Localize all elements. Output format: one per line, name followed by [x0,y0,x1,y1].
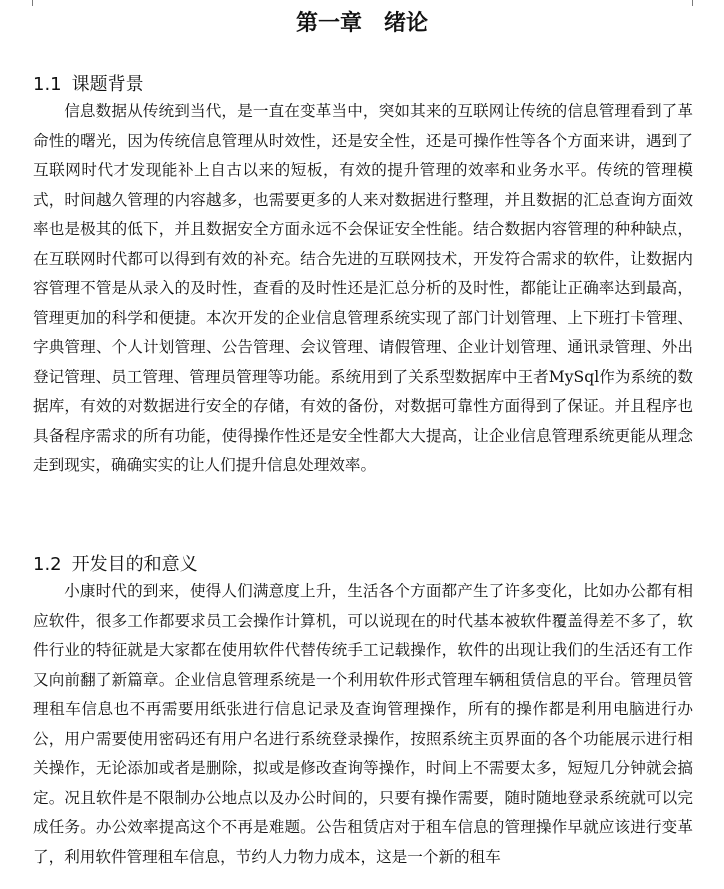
chapter-title: 第一章 绪论 [295,11,428,36]
section-number: 1.1 [33,74,62,95]
section-title: 课题背景 [71,74,144,95]
purpose-paragraph: 小康时代的到来，使得人们满意度上升，生活各个方面都产生了许多变化，比如办公都有相应软件，很多工作都要求员工会操作计算机，可以说现在的时代基本被软件覆盖得差不多了，软件行业的特征就是大家都在使用软件代替传统手工记载操作，软件的出现让我们的生活还有工作又向前翻了新篇章。企业信息管理系统是一个利用软件形式管理车辆租赁信息的平台。管理员管理租车信息也不再需要用纸张进行信息记录及查询管理操作，所有的操作都是利用电脑进行办公，用户需要使用密码还有用户名进行系统登录操作，按照系统主页界面的各个功能展示进行相关操作，无论添加或者是删除，拟或是修改查询等操作，时间上不需要太多，短短几分钟就会搞定。况且软件是不限制办公地点以及办公时间的，只要有操作需要，随时随地登录系统就可以完成任务。办公效率提高这个不再是难题。公告租赁店对于租车信息的管理操作早就应该进行变革了，利用软件管理租车信息，节约人力物力成本，这是一个新的租车 [33,582,693,866]
section-number: 1.2 [33,554,62,575]
background-paragraph: 信息数据从传统到当代，是一直在变革当中，突如其来的互联网让传统的信息管理看到了革命性的曙光，因为传统信息管理从时效性，还是安全性，还是可操作性等各个方面来讲，遇到了互联网时代才发现能补上自古以来的短板，有效的提升管理的效率和业务水平。传统的管理模式，时间越久管理的内容越多，也需要更多的人来对数据进行整理，并且数据的汇总查询方面效率也是极其的低下，并且数据安全方面永远不会保证安全性能。结合数据内容管理的种种缺点，在互联网时代都可以得到有效的补充。结合先进的互联网技术，开发符合需求的软件，让数据内容管理不管是从录入的及时性，查看的及时性还是汇总分析的及时性，都能让正确率达到最高，管理更加的科学和便捷。本次开发的企业信息管理系统实现了部门计划管理、上下班打卡管理、字典管理、个人计划管理、公告管理、会议管理、请假管理、企业计划管理、通讯录管理、外出登记管理、员工管理、管理员管理等功能。系统用到了关系型数据库中王者MySql作为系统的数据库，有效的对数据进行安全的存储，有效的备份，对数据可靠性方面得到了保证。并且程序也具备程序需求的所有功能，使得操作性还是安全性都大大提高，让企业信息管理系统更能从理念走到现实，确确实实的让人们提升信息处理效率。 [33,102,693,474]
section-title: 开发目的和意义 [71,554,198,575]
section-heading-1-2 [33,550,198,576]
section-heading-1-1 [33,70,144,96]
